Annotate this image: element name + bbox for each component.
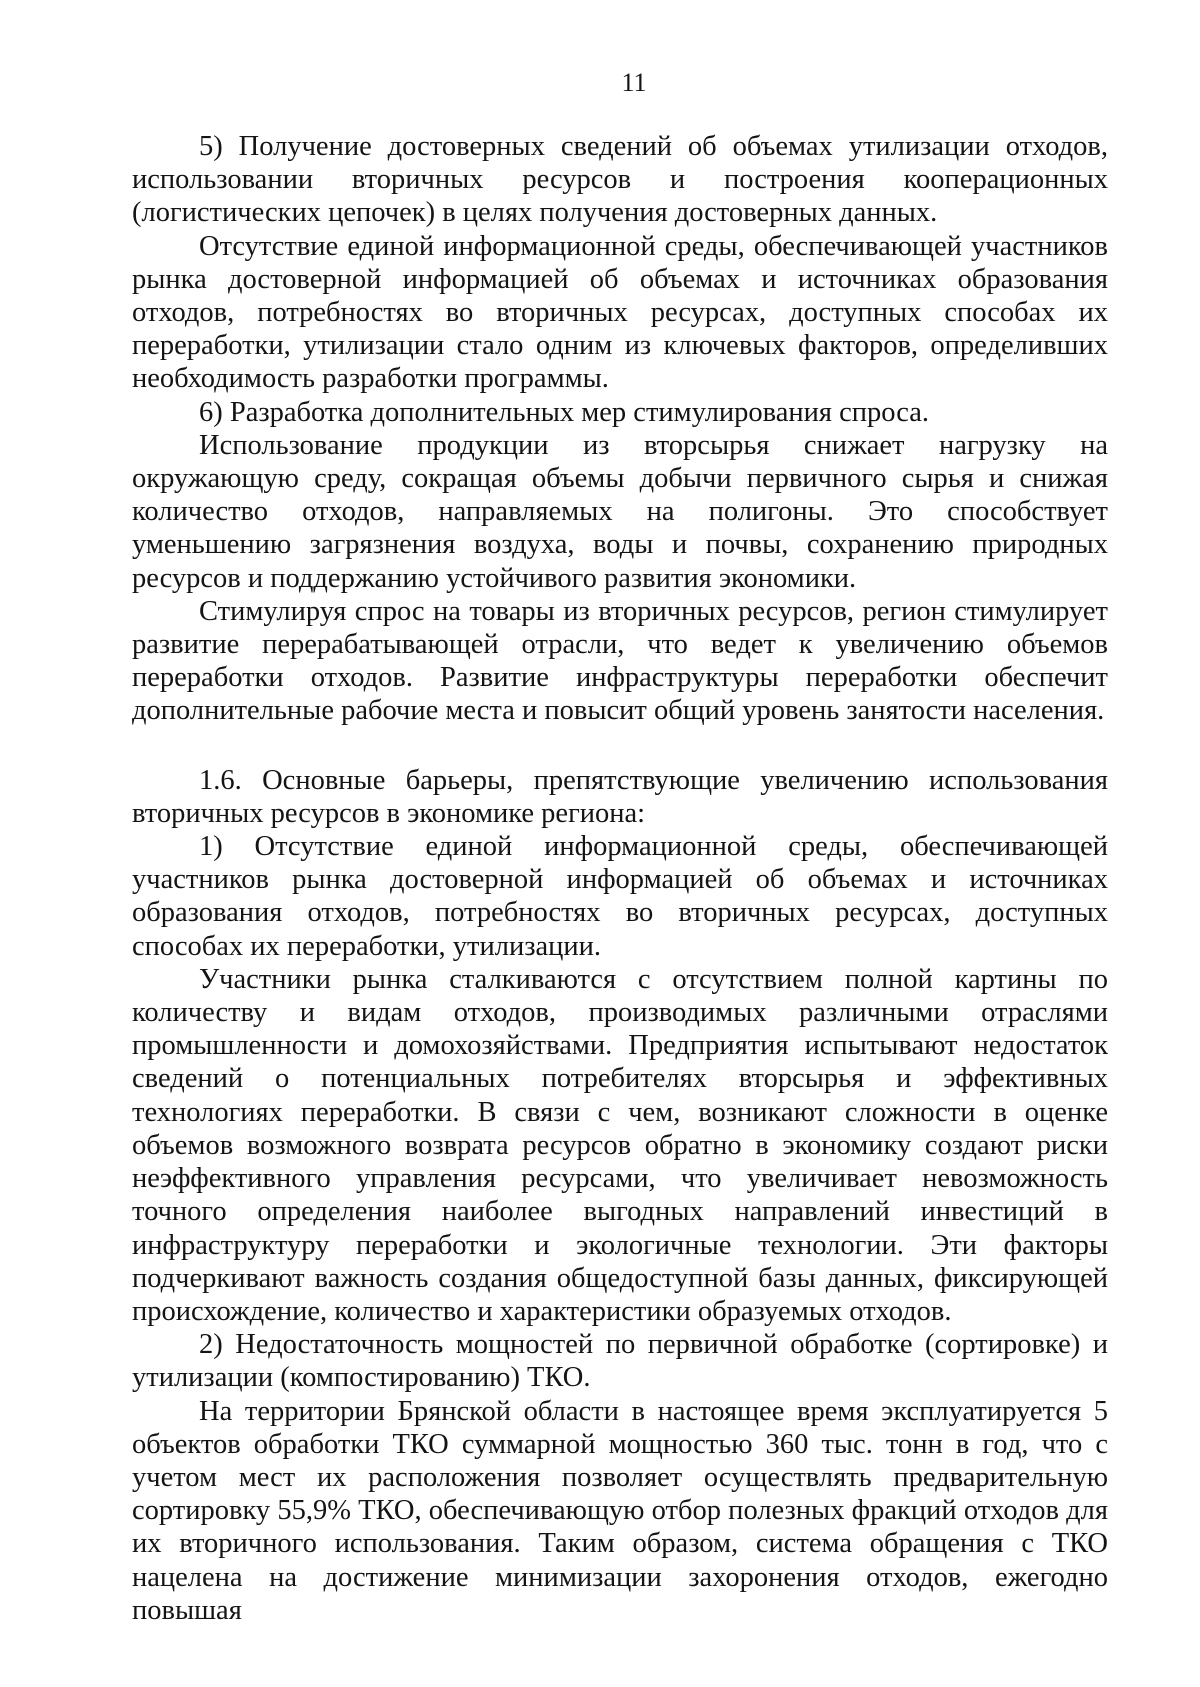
paragraph-item-6: 6) Разработка дополнительных мер стимулирования спроса. — [199, 396, 930, 428]
paragraph-item-5: 5) Получение достоверных сведений об объемах утилизации отходов, использовании вторичных ресурсов и построения кооперационных (логистических цепочек) в целях получения достоверных данных. — [132, 131, 1108, 229]
paragraph-info-environment: Отсутствие единой информационной среды, обеспечивающей участников рынка достоверной информацией об объемах и источниках образования отходов, потребностях во вторичных ресурсах, доступных способах их переработки, утилизации стало одним из ключевых факторов, определивших необходимость разработки программы. — [132, 230, 1108, 395]
paragraph-secondary-raw-use: Использование продукции из вторсырья снижает нагрузку на окружающую среду, сокращая объемы добычи первичного сырья и снижая количество отходов, направляемых на полигоны. Это способствует уменьшению загрязнения воздуха, воды и почвы, сохранению природных ресурсов и поддержанию устойчивого развития экономики. — [132, 429, 1108, 594]
document-body — [132, 130, 1108, 1627]
paragraph-barrier-2: 2) Недостаточность мощностей по первичной обработке (сортировке) и утилизации (компостированию) ТКО. — [132, 1329, 1108, 1394]
paragraph-bryansk-region: На территории Брянской области в настоящее время эксплуатируется 5 объектов обработки ТКО суммарной мощностью 360 тыс. тонн в год, что с учетом мест их расположения позволяет осуществлять предварительную сортировку 55,9% ТКО, обеспечивающую отбор полезных фракций отходов для их вторичного использования. Таким образом, система обращения с ТКО нацелена на достижение минимизации захоронения отходов, ежегодно повышая — [132, 1395, 1108, 1626]
page-number: 11 — [621, 68, 647, 97]
paragraph-demand-stimulation: Стимулируя спрос на товары из вторичных ресурсов, регион стимулирует развитие перерабатывающей отрасли, что ведет к увеличению объемов переработки отходов. Развитие инфраструктуры переработки обеспечит дополнительные рабочие места и повысит общий уровень занятости населения. — [132, 595, 1108, 727]
paragraph-barrier-1: 1) Отсутствие единой информационной среды, обеспечивающей участников рынка достоверной информацией об объемах и источниках образования отходов, потребностях во вторичных ресурсах, доступных способах их переработки, утилизации. — [132, 831, 1108, 962]
paragraph-market-participants: Участники рынка сталкиваются с отсутствием полной картины по количеству и видам отходов, производимых различными отраслями промышленности и домохозяйствами. Предприятия испытывают недостаток сведений о потенциальных потребителях вторсырья и эффективных технологиях переработки. В связи с чем, возникают сложности в оценке объемов возможного возврата ресурсов обратно в экономику создают риски неэффективного управления ресурсами, что увеличивает невозможность точного определения наиболее выгодных направлений инвестиций в инфраструктуру переработки и экологичные технологии. Эти факторы подчеркивают важность создания общедоступной базы данных, фиксирующей происхождение, количество и характеристики образуемых отходов. — [132, 963, 1108, 1327]
section-heading-1-6: 1.6. Основные барьеры, препятствующие увеличению использования вторичных ресурсов в экономике региона: — [132, 764, 1108, 829]
